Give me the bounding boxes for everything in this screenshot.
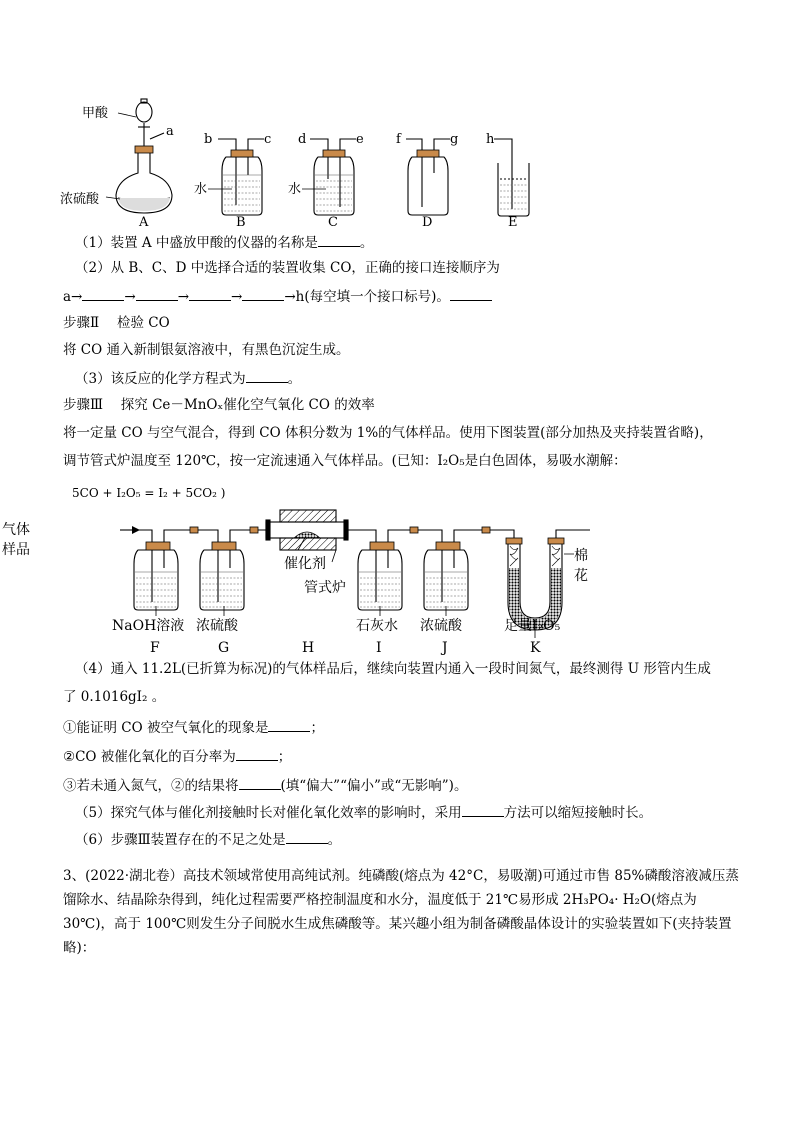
reaction-equation: 5CO + I₂O₅ = I₂ + 5CO₂ ) (72, 486, 226, 500)
cotton-label-1: 棉 (574, 548, 588, 564)
catalyst-pile (294, 532, 320, 538)
apparatus-figure-1 (60, 95, 540, 230)
answer-blank-q2-1[interactable] (82, 286, 124, 301)
catalyst-label: 催化剂 (284, 556, 326, 572)
question-4-3: ③若未通入氮气，②的结果将 (填“偏大”“偏小”或“无影响”)。 (63, 775, 467, 795)
label-e: e (356, 132, 364, 147)
question-1: （1）装置 A 中盛放甲酸的仪器的名称是 。 (75, 232, 373, 252)
step-3-paragraph-line-1: 将一定量 CO 与空气混合，得到 CO 体积分数为 1%的气体样品。使用下图装置(部分加热及夹持装置省略)， (63, 425, 713, 441)
answer-blank-q2-4[interactable] (242, 286, 284, 301)
caption-e: E (508, 215, 518, 230)
caption-h: H (302, 640, 315, 656)
caption-i: I (376, 640, 382, 656)
problem-3-paragraph: 3、(2022·湖北卷）高技术领域常使用高纯试剂。纯磷酸(熔点为 42°C，易吸潮)可通过市售 85%磷酸溶液减压蒸馏除水、结晶除杂得到，纯化过程需要严格控制温度和水分，温度低于 21℃易形成 2H₃PO₄· H₂O(熔点为 30℃)，高于 100℃则发生分子间脱水生成焦磷酸等。某兴趣小组为制备磷酸晶体设计的实验装置如下(夹持装置略)： (63, 868, 739, 956)
caption-f: F (150, 640, 160, 656)
step-2-text: 将 CO 通入新制银氨溶液中，有黑色沉淀生成。 (63, 342, 350, 358)
question-5: （5）探究气体与催化剂接触时长对催化氧化效率的影响时，采用 方法可以缩短接触时长。 (75, 802, 652, 822)
answer-blank-q2-5[interactable] (450, 286, 492, 301)
step-3-paragraph-line-2: 调节管式炉温度至 120℃，按一定流速通入气体样品。(已知：I₂O₅是白色固体，易吸水潮解： (63, 453, 627, 469)
bottle-c (310, 139, 356, 215)
gas-sample-label-2: 样品 (2, 542, 30, 558)
answer-blank-q5[interactable] (462, 802, 504, 817)
apparatus-figure-2 (2, 506, 610, 656)
caption-a: A (139, 215, 149, 230)
step-2-title: 步骤Ⅱ 检验 CO (63, 315, 170, 331)
beaker-e (494, 139, 529, 216)
bottle-j-label: 浓硫酸 (420, 618, 462, 634)
cotton-label-2: 花 (574, 568, 588, 584)
step-3-title: 步骤Ⅲ 探究 Ce－MnOₓ催化空气氧化 CO 的效率 (63, 397, 375, 413)
caption-j: J (442, 640, 448, 656)
label-water-c: 水 (288, 182, 302, 197)
question-4-1: ①能证明 CO 被空气氧化的现象是 ； (63, 717, 324, 737)
label-formic: 甲酸 (82, 106, 109, 121)
answer-blank-q3[interactable] (246, 368, 288, 383)
question-2-chain: a→ → → → →h(每空填一个接口标号)。 (63, 286, 492, 306)
question-6: （6）步骤Ⅲ装置存在的不足之处是 。 (75, 829, 341, 849)
caption-g: G (218, 640, 230, 656)
bottle-i-label: 石灰水 (356, 618, 398, 634)
label-c: c (264, 132, 272, 147)
question-4-line-1: （4）通入 11.2L(已折算为标况)的气体样品后，继续向装置内通入一段时间氮气，最终测得 U 形管内生成 (75, 661, 711, 677)
caption-c: C (328, 215, 338, 230)
caption-b: B (236, 215, 246, 230)
answer-blank-q1[interactable] (318, 232, 360, 247)
label-d: d (298, 132, 307, 147)
answer-blank-q6[interactable] (286, 829, 328, 844)
gas-sample-label-1: 气体 (2, 522, 30, 538)
label-water-b: 水 (194, 182, 208, 197)
question-2: （2）从 B、C、D 中选择合适的装置收集 CO，正确的接口连接顺序为 (75, 260, 500, 276)
answer-blank-q4-2[interactable] (236, 746, 278, 761)
label-a: a (166, 124, 174, 139)
bottle-g-label: 浓硫酸 (196, 618, 238, 634)
question-3: （3）该反应的化学方程式为 。 (75, 368, 301, 388)
answer-blank-q2-2[interactable] (136, 286, 178, 301)
flask-a (116, 99, 172, 213)
question-4-2: ②CO 被催化氧化的百分率为 ； (63, 746, 291, 766)
u-tube-label: 足量I₂O₅ (504, 618, 561, 634)
furnace-label: 管式炉 (304, 580, 346, 596)
bottle-d (406, 139, 450, 215)
question-4-line-2: 了 0.1016gI₂ 。 (63, 689, 166, 705)
caption-k: K (530, 640, 541, 656)
label-g: g (450, 132, 459, 147)
answer-blank-q4-3[interactable] (239, 775, 281, 790)
bottle-b (218, 139, 264, 215)
label-b: b (204, 132, 213, 147)
label-conc-h2so4: 浓硫酸 (60, 192, 100, 207)
label-h: h (486, 132, 495, 147)
answer-blank-q2-3[interactable] (189, 286, 231, 301)
bottle-f-label: NaOH溶液 (112, 618, 185, 634)
label-f: f (396, 132, 401, 147)
caption-d: D (422, 215, 433, 230)
answer-blank-q4-1[interactable] (268, 717, 310, 732)
